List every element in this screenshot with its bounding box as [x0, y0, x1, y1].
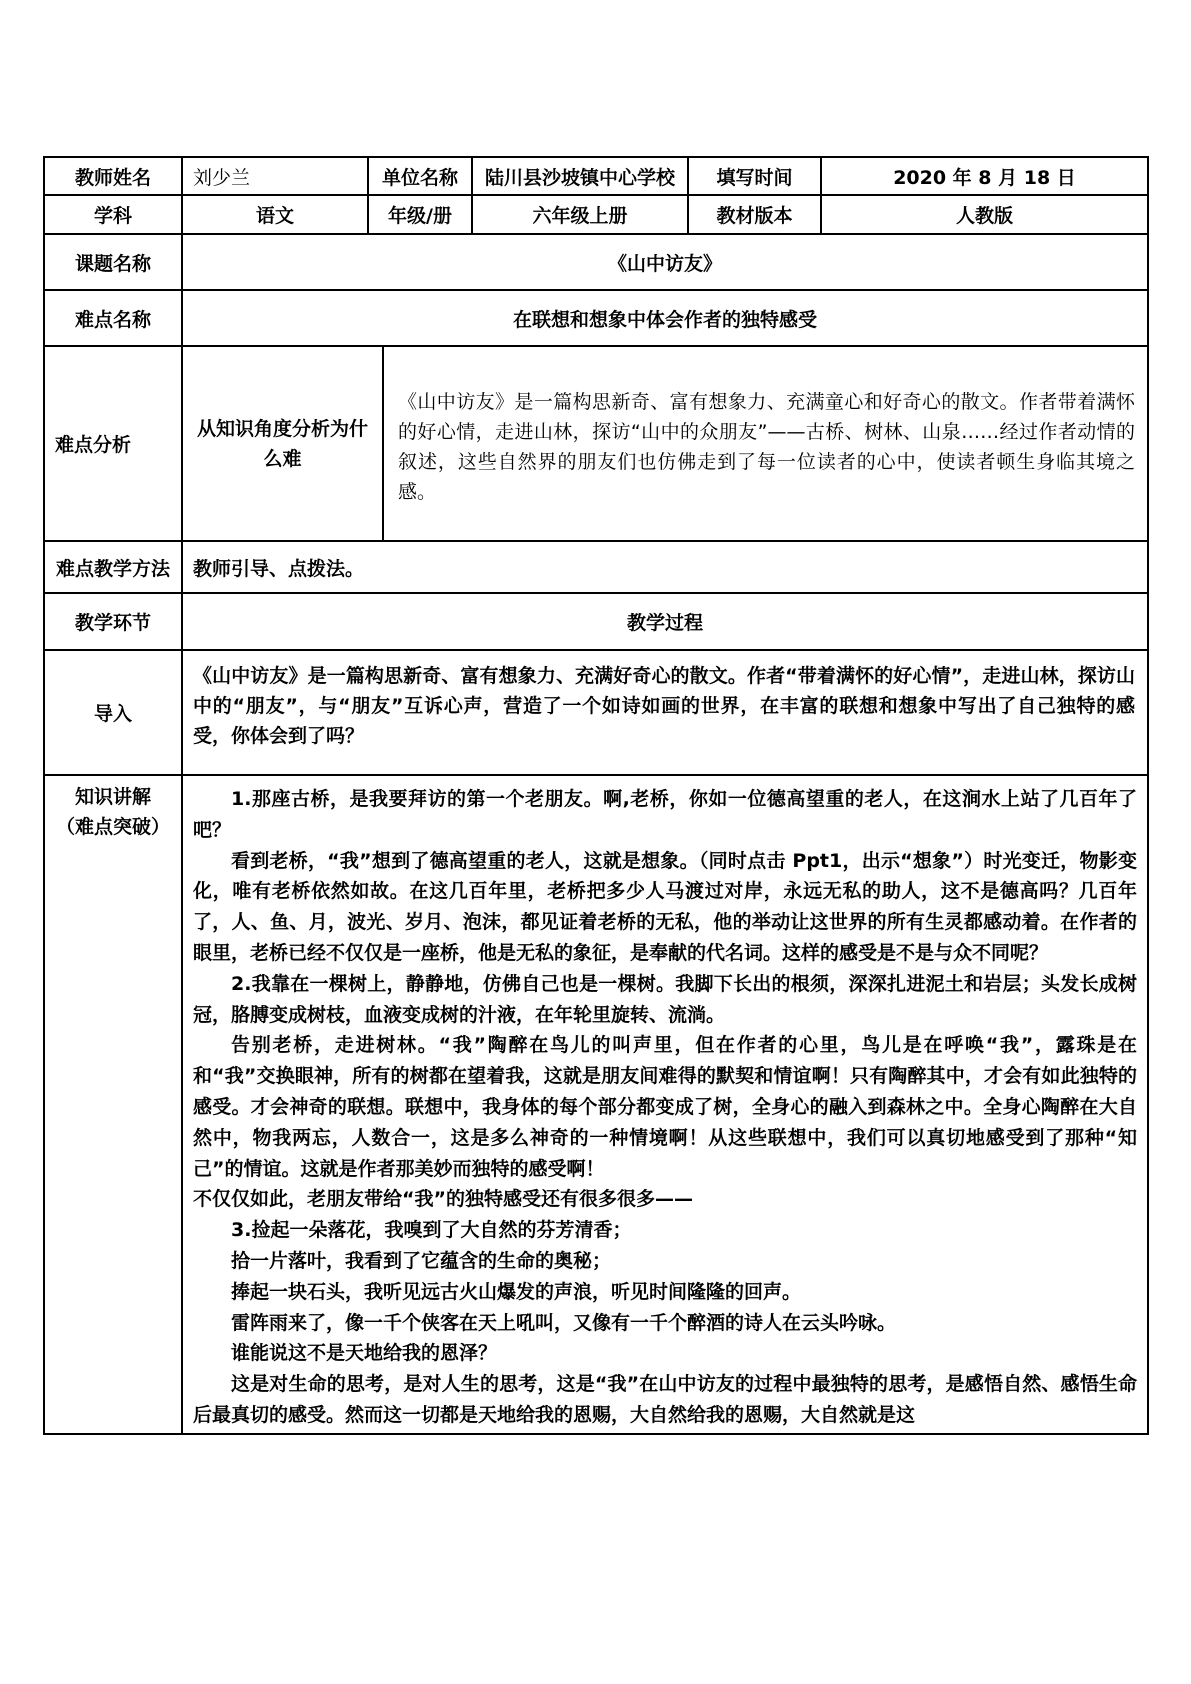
process-stage-label: 教学环节 [44, 593, 182, 650]
subject-label: 学科 [44, 195, 182, 234]
method-label: 难点教学方法 [44, 541, 182, 593]
knowledge-paragraph: 不仅仅如此，老朋友带给“我”的独特感受还有很多很多—— [193, 1188, 693, 1211]
lesson-plan-page [43, 156, 1147, 1435]
unit-name-label: 单位名称 [368, 157, 472, 195]
analysis-sub-label: 从知识角度分析为什么难 [183, 347, 384, 540]
knowledge-label [44, 775, 182, 1434]
analysis-text: 《山中访友》是一篇构思新奇、富有想象力、充满童心和好奇心的散文。作者带着满怀的好心情，走进山林，探访“山中的众朋友”——古桥、树林、山泉……经过作者动情的叙述，这些自然界的朋友们也仿佛走到了每一位读者的心中，使读者顿生身临其境之感。 [398, 391, 1135, 503]
knowledge-paragraph: 谁能说这不是天地给我的恩泽？ [231, 1342, 498, 1365]
knowledge-body [182, 775, 1148, 1434]
knowledge-paragraph: 雷阵雨来了，像一千个侠客在天上吼叫，又像有一千个醉酒的诗人在云头吟咏。 [231, 1311, 897, 1334]
fill-time-value: 2020 年 8 月 18 日 [821, 157, 1148, 195]
knowledge-paragraph: 拾一片落叶，我看到了它蕴含的生命的奥秘； [231, 1249, 612, 1272]
analysis-row [44, 346, 1148, 541]
intro-text: 《山中访友》是一篇构思新奇、富有想象力、充满好奇心的散文。作者“带着满怀的好心情”，走进山林，探访山中的“朋友”，与“朋友”互诉心声，营造了一个如诗如画的世界，在丰富的联想和想象中写出了自己独特的感受，你体会到了吗？ [182, 650, 1148, 775]
header-row-2 [44, 195, 1148, 234]
teacher-name-label: 教师姓名 [44, 157, 182, 195]
topic-value: 《山中访友》 [182, 234, 1148, 290]
knowledge-paragraph: 看到老桥，“我”想到了德高望重的老人，这就是想象。（同时点击 Ppt1，出示“想象”）时光变迁，物影变化，唯有老桥依然如故。在这几百年里，老桥把多少人马渡过对岸，永远无私的助人，这不是德高吗？几百年了，人、鱼、月，波光、岁月、泡沫，都见证着老桥的无私，他的举动让这世界的所有生灵都感动着。在作者的眼里，老桥已经不仅仅是一座桥，他是无私的象征，是奉献的代名词。这样的感受是不是与众不同呢？ [193, 849, 1137, 964]
knowledge-row [44, 775, 1148, 1434]
difficulty-value: 在联想和想象中体会作者的独特感受 [182, 290, 1148, 346]
unit-name-value: 陆川县沙坡镇中心学校 [472, 157, 688, 195]
knowledge-label-line1: 知识讲解 [74, 786, 151, 808]
fill-time-label: 填写时间 [688, 157, 821, 195]
knowledge-paragraph: 2.我靠在一棵树上，静静地，仿佛自己也是一棵树。我脚下长出的根须，深深扎进泥土和岩层；头发长成树冠，胳膊变成树枝，血液变成树的汁液，在年轮里旋转、流淌。 [193, 972, 1137, 1026]
grade-label: 年级/册 [368, 195, 472, 234]
process-header-row [44, 593, 1148, 650]
teacher-name-value: 刘少兰 [182, 157, 368, 195]
knowledge-label-line2: （难点突破） [55, 816, 170, 838]
method-value: 教师引导、点拨法。 [182, 541, 1148, 593]
analysis-cell [182, 346, 1148, 541]
intro-label: 导入 [44, 650, 182, 775]
grade-value: 六年级上册 [472, 195, 688, 234]
method-row [44, 541, 1148, 593]
knowledge-paragraph: 捧起一块石头，我听见远古火山爆发的声浪，听见时间隆隆的回声。 [231, 1280, 802, 1303]
header-row-1 [44, 157, 1148, 195]
knowledge-paragraph: 告别老桥，走进树林。“我”陶醉在鸟儿的叫声里，但在作者的心里，鸟儿是在呼唤“我”，露珠是在和“我”交换眼神，所有的树都在望着我，这就是朋友间难得的默契和情谊啊！只有陶醉其中，才会有如此独特的感受。才会神奇的联想。联想中，我身体的每个部分都变成了树，全身心的融入到森林之中。全身心陶醉在大自然中，物我两忘，人数合一，这是多么神奇的一种情境啊！从这些联想中，我们可以真切地感受到了那种“知己”的情谊。这就是作者那美妙而独特的感受啊！ [193, 1034, 1137, 1180]
topic-row [44, 234, 1148, 290]
difficulty-row [44, 290, 1148, 346]
analysis-label: 难点分析 [44, 346, 182, 541]
lesson-plan-table [43, 156, 1149, 1435]
subject-value: 语文 [182, 195, 368, 234]
edition-value: 人教版 [821, 195, 1148, 234]
intro-row [44, 650, 1148, 775]
difficulty-label: 难点名称 [44, 290, 182, 346]
process-title: 教学过程 [182, 593, 1148, 650]
knowledge-paragraph: 这是对生命的思考，是对人生的思考，这是“我”在山中访友的过程中最独特的思考，是感悟自然、感悟生命后最真切的感受。然而这一切都是天地给我的恩赐，大自然给我的恩赐，大自然就是这 [193, 1373, 1137, 1426]
knowledge-paragraph: 1.那座古桥，是我要拜访的第一个老朋友。啊,老桥，你如一位德高望重的老人，在这涧水上站了几百年了吧？ [193, 788, 1137, 841]
knowledge-paragraph: 3.捡起一朵落花，我嗅到了大自然的芬芳清香； [231, 1219, 632, 1242]
topic-label: 课题名称 [44, 234, 182, 290]
edition-label: 教材版本 [688, 195, 821, 234]
